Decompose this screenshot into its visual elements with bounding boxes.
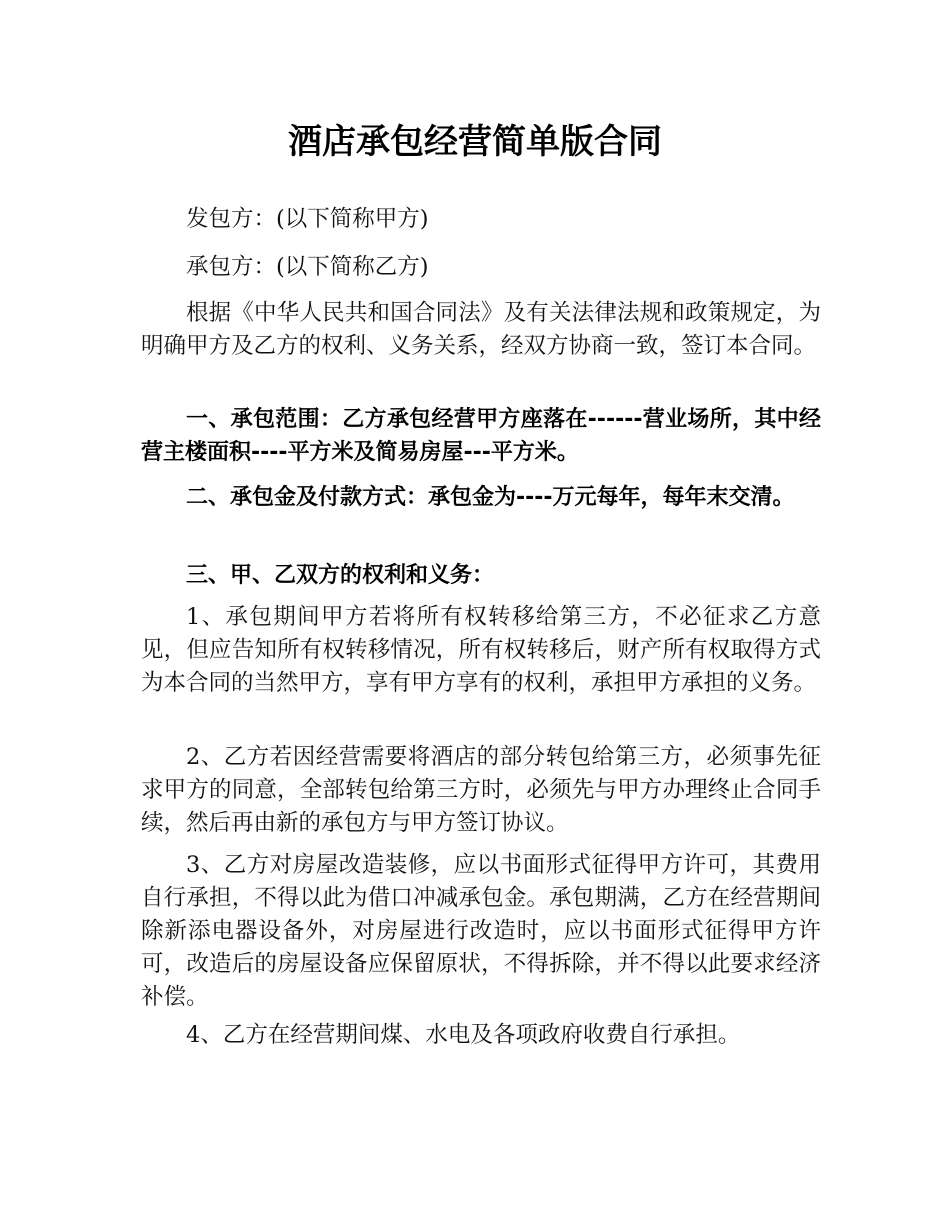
- clause-2-payment: 二、承包金及付款方式：承包金为----万元每年，每年末交清。: [186, 485, 795, 510]
- party-a-line: 发包方：(以下简称甲方): [186, 206, 429, 232]
- clause-3-item-2: 2、乙方若因经营需要将酒店的部分转包给第三方，必须事先征求甲方的同意，全部转包给第三方时，必须先与甲方办理终止合同手续，然后再由新的承包方与甲方签订协议。: [141, 744, 821, 836]
- clause-3-heading: 三、甲、乙双方的权利和义务：: [186, 563, 495, 588]
- clause-3-item-3: 3、乙方对房屋改造装修，应以书面形式征得甲方许可，其费用自行承担，不得以此为借口冲减承包金。承包期满，乙方在经营期间除新添电器设备外，对房屋进行改造时，应以书面形式征得甲方许可，改造后的房屋设备应保留原状，不得拆除，并不得以此要求经济补偿。: [141, 852, 821, 1010]
- document-title: 酒店承包经营简单版合同: [288, 122, 662, 162]
- preamble-paragraph: 根据《中华人民共和国合同法》及有关法律法规和政策规定，为明确甲方及乙方的权利、义务关系，经双方协商一致，签订本合同。: [141, 300, 821, 359]
- clause-3-item-4: 4、乙方在经营期间煤、水电及各项政府收费自行承担。: [186, 1022, 741, 1048]
- clause-3-item-1: 1、承包期间甲方若将所有权转移给第三方，不必征求乙方意见，但应告知所有权转移情况，所有权转移后，财产所有权取得方式为本合同的当然甲方，享有甲方享有的权利，承担甲方承担的义务。: [141, 604, 821, 696]
- party-b-line: 承包方：(以下简称乙方): [186, 254, 429, 280]
- clause-1-scope: 一、承包范围：乙方承包经营甲方座落在------营业场所，其中经营主楼面积----平方米及简易房屋---平方米。: [141, 407, 821, 465]
